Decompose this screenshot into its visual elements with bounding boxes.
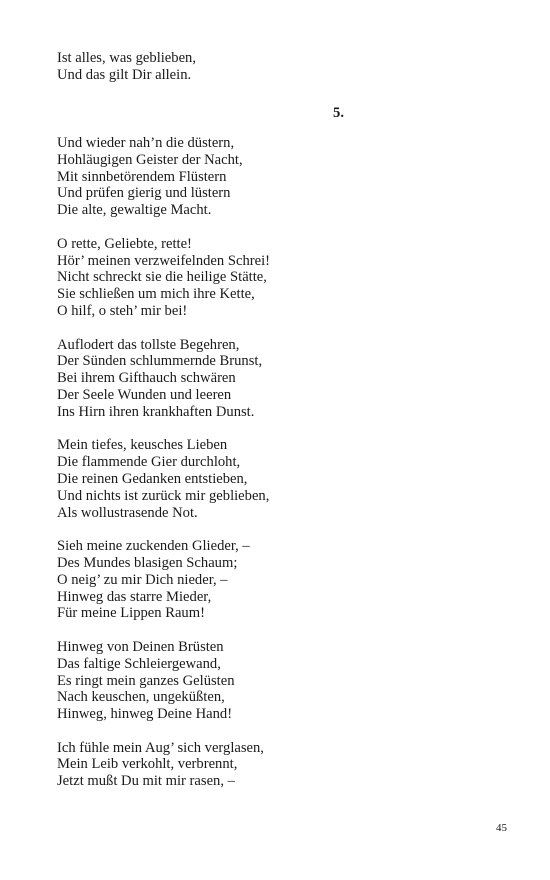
poem-line: Hinweg, hinweg Deine Hand!: [57, 706, 233, 723]
poem-line: Ist alles, was geblieben,: [57, 50, 197, 66]
poem-line: Die reinen Gedanken entstieben,: [57, 470, 248, 487]
poem-line: Nach keuschen, ungeküßten,: [57, 689, 225, 706]
poem-line: Als wollustrasende Not.: [57, 504, 198, 521]
poem-line: Hinweg von Deinen Brüsten: [57, 638, 224, 655]
poem-line: O hilf, o steh’ mir bei!: [57, 302, 188, 319]
poem-line: Die alte, gewaltige Macht.: [57, 202, 212, 219]
poem-line: Des Mundes blasigen Schaum;: [57, 554, 238, 571]
section-number: 5.: [333, 105, 344, 121]
poem-line: Die flammende Gier durchloht,: [57, 454, 241, 471]
stanza-1: [57, 135, 497, 219]
poem-line: Hinweg das starre Mieder,: [57, 588, 212, 605]
poem-line: Und wieder nah’n die düstern,: [57, 135, 235, 151]
stanza-4: [57, 437, 497, 521]
poem-line: Ich fühle mein Aug’ sich verglasen,: [57, 739, 264, 756]
section-number-container: [57, 105, 497, 122]
poem-line: Der Sünden schlummernde Brunst,: [57, 353, 263, 370]
poem-line: Es ringt mein ganzes Gelüsten: [57, 672, 235, 689]
page-number: 45: [496, 822, 507, 834]
poem-line: Mein Leib verkohlt, verbrennt,: [57, 756, 238, 773]
poem-line: O neig’ zu mir Dich nieder, –: [57, 571, 228, 588]
poem-line: Auflodert das tollste Begehren,: [57, 336, 240, 353]
stanza-7: [57, 740, 497, 790]
poem-line: Und das gilt Dir allein.: [57, 66, 192, 83]
poem-line: Sie schließen um mich ihre Kette,: [57, 286, 255, 303]
poem-line: Sieh meine zuckenden Glieder, –: [57, 538, 250, 555]
poem-line: Nicht schreckt sie die heilige Stätte,: [57, 269, 267, 286]
poem-line: Ins Hirn ihren krankhaften Dunst.: [57, 403, 255, 420]
stanza-5: [57, 538, 497, 622]
poem-body: [57, 135, 497, 807]
poem-line: Jetzt mußt Du mit mir rasen, –: [57, 773, 235, 790]
poem-line: Der Seele Wunden und leeren: [57, 386, 232, 403]
poem-line: O rette, Geliebte, rette!: [57, 235, 192, 252]
poem-line: Hör’ meinen verzweifelnden Schrei!: [57, 252, 270, 269]
intro-stanza: [57, 50, 497, 84]
stanza-6: [57, 639, 497, 723]
stanza-2: [57, 236, 497, 320]
stanza-3: [57, 337, 497, 421]
poem-line: Das faltige Schleiergewand,: [57, 655, 221, 672]
poem-line: Und nichts ist zurück mir geblieben,: [57, 487, 270, 504]
poem-line: Hohläugigen Geister der Nacht,: [57, 151, 243, 168]
poem-line: Bei ihrem Gifthauch schwären: [57, 370, 236, 387]
poem-line: Mein tiefes, keusches Lieben: [57, 437, 228, 454]
poem-line: Für meine Lippen Raum!: [57, 605, 205, 622]
poem-line: Und prüfen gierig und lüstern: [57, 185, 231, 202]
poem-line: Mit sinnbetörendem Flüstern: [57, 168, 227, 185]
